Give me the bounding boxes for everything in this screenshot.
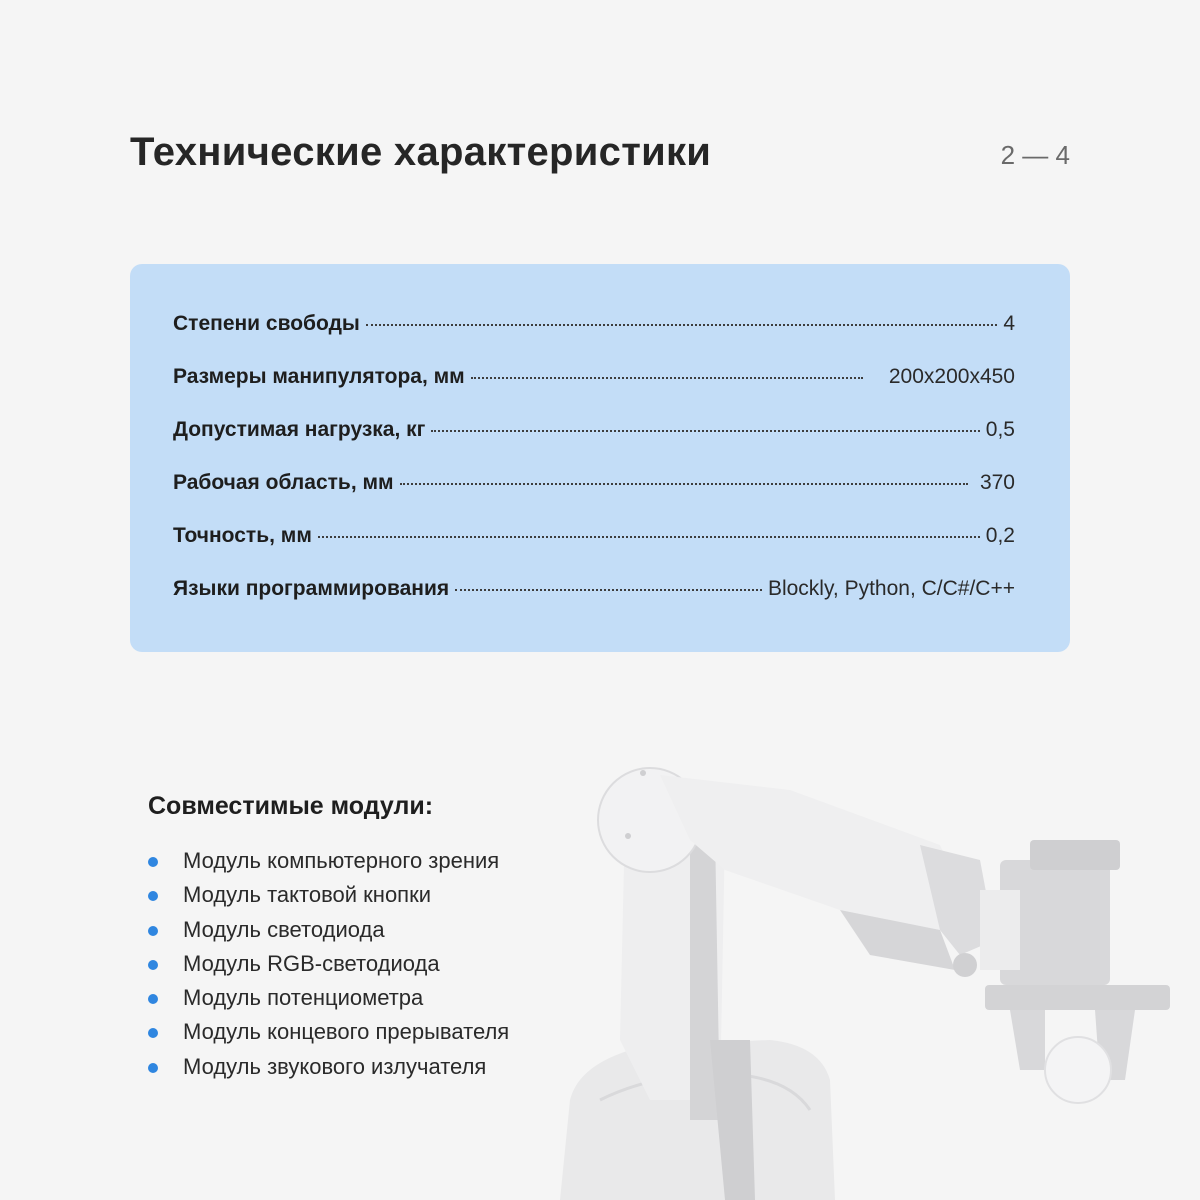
bullet-icon <box>148 926 158 936</box>
spec-row <box>173 516 1015 569</box>
spec-row <box>173 304 1015 357</box>
module-label: Модуль светодиода <box>183 916 385 942</box>
bullet-icon <box>148 960 158 970</box>
list-item <box>148 1050 509 1084</box>
robot-arm-illustration <box>540 740 1200 1200</box>
dotted-leader <box>366 324 997 326</box>
dotted-leader <box>318 536 980 538</box>
spec-value: 370 <box>979 471 1015 494</box>
spec-label: Допустимая нагрузка, кг <box>173 418 426 441</box>
list-item <box>148 1015 509 1049</box>
spec-label: Языки программирования <box>173 577 450 600</box>
list-item <box>148 844 509 878</box>
spec-value: Blockly, Python, C/C#/C++ <box>767 577 1015 600</box>
module-label: Модуль RGB-светодиода <box>183 950 440 976</box>
list-item <box>148 878 509 912</box>
spec-value: 0,5 <box>985 418 1015 441</box>
module-label: Модуль тактовой кнопки <box>183 882 432 908</box>
spec-value: 4 <box>1003 312 1015 335</box>
dotted-leader <box>400 483 968 485</box>
bullet-icon <box>148 857 158 867</box>
spec-label: Точность, мм <box>173 524 312 547</box>
dotted-leader <box>431 430 979 432</box>
dotted-leader <box>455 589 762 591</box>
dotted-leader <box>471 377 863 379</box>
modules-list <box>148 844 509 1084</box>
spec-label: Степени свободы <box>173 312 360 335</box>
module-label: Модуль звукового излучателя <box>183 1053 487 1079</box>
module-label: Модуль концевого прерывателя <box>183 1019 510 1045</box>
bullet-icon <box>148 891 158 901</box>
list-item <box>148 913 509 947</box>
bullet-icon <box>148 1063 158 1073</box>
spec-row <box>173 463 1015 516</box>
spec-row <box>173 569 1015 622</box>
spec-label: Рабочая область, мм <box>173 471 394 494</box>
spec-value: 0,2 <box>985 524 1015 547</box>
spec-label: Размеры манипулятора, мм <box>173 365 465 388</box>
specs-panel <box>130 264 1070 652</box>
spec-value: 200x200x450 <box>888 365 1015 388</box>
bullet-icon <box>148 994 158 1004</box>
module-label: Модуль потенциометра <box>183 985 424 1011</box>
bullet-icon <box>148 1028 158 1038</box>
spec-row <box>173 410 1015 463</box>
page-title: Технические характеристики <box>130 130 712 174</box>
page-counter: 2 — 4 <box>1000 140 1070 170</box>
list-item <box>148 947 509 981</box>
module-label: Модуль компьютерного зрения <box>183 848 500 873</box>
spec-row <box>173 357 1015 410</box>
list-item <box>148 981 509 1015</box>
modules-title: Совместимые модули: <box>148 792 434 820</box>
